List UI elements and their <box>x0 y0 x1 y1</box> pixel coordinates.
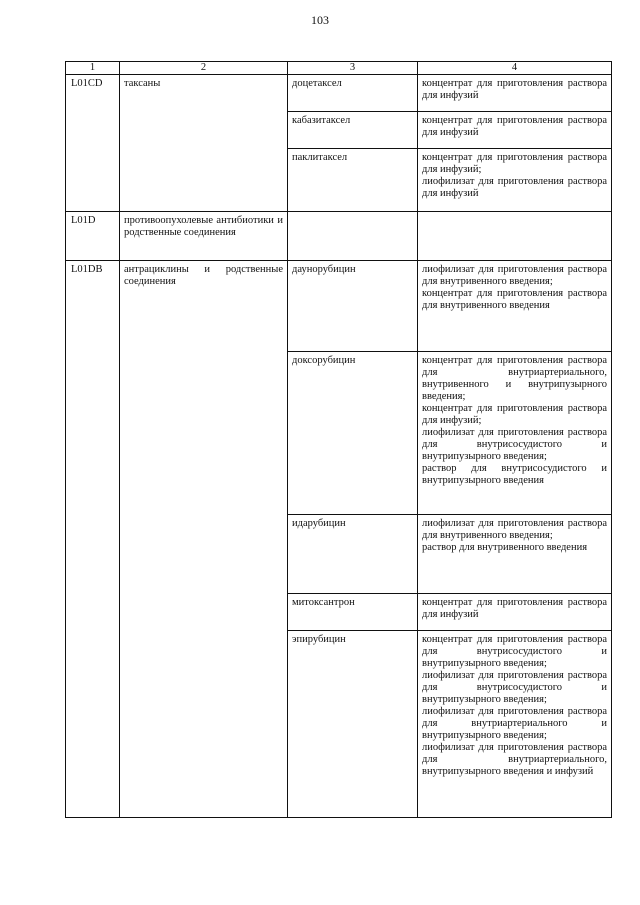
atc-group: антрациклины и родственные соединения <box>120 261 288 818</box>
dosage-form: лиофилизат для приготовления раствора для внутрисосудистого и внутрипузырного введения; <box>422 670 607 705</box>
column-header: 1 <box>66 62 120 75</box>
table-row <box>66 212 612 261</box>
atc-code: L01DB <box>66 261 120 818</box>
dosage-forms <box>418 75 612 112</box>
dosage-form: концентрат для приготовления раствора для инфузий <box>422 78 607 101</box>
dosage-forms <box>418 112 612 149</box>
drug-name: кабазитаксел <box>288 112 418 149</box>
column-header: 3 <box>288 62 418 75</box>
dosage-form: лиофилизат для приготовления раствора для внутривенного введения; <box>422 518 607 541</box>
table-row <box>66 261 612 352</box>
drug-name: паклитаксел <box>288 149 418 212</box>
dosage-form: лиофилизат для приготовления раствора для инфузий <box>422 176 607 199</box>
drug-table <box>65 61 612 818</box>
drug-name: доцетаксел <box>288 75 418 112</box>
column-header: 4 <box>418 62 612 75</box>
drug-name: идарубицин <box>288 515 418 594</box>
dosage-form: концентрат для приготовления раствора для внутрисосудистого и внутрипузырного введения; <box>422 634 607 669</box>
dosage-form: концентрат для приготовления раствора для инфузий <box>422 115 607 138</box>
dosage-form: лиофилизат для приготовления раствора для внутрисосудистого и внутрипузырного введения; <box>422 427 607 462</box>
dosage-forms <box>418 261 612 352</box>
drug-name: даунорубицин <box>288 261 418 352</box>
dosage-form: концентрат для приготовления раствора для инфузий; <box>422 152 607 175</box>
dosage-form: лиофилизат для приготовления раствора для внутривенного введения; <box>422 264 607 287</box>
atc-group: таксаны <box>120 75 288 212</box>
drug-name: доксорубицин <box>288 352 418 515</box>
dosage-form: раствор для внутривенного введения <box>422 542 588 553</box>
dosage-form: лиофилизат для приготовления раствора для внутриартериального, внутрипузырного введения и инфузий <box>422 742 607 777</box>
dosage-forms <box>418 352 612 515</box>
dosage-forms <box>418 149 612 212</box>
dosage-form: концентрат для приготовления раствора для инфузий; <box>422 403 607 426</box>
dosage-forms <box>418 594 612 631</box>
dosage-forms <box>418 515 612 594</box>
drug-name: митоксантрон <box>288 594 418 631</box>
atc-code: L01CD <box>66 75 120 212</box>
dosage-forms <box>418 212 612 261</box>
column-header: 2 <box>120 62 288 75</box>
table-row <box>66 75 612 112</box>
drug-name <box>288 212 418 261</box>
dosage-form: раствор для внутрисосудистого и внутрипузырного введения <box>422 463 607 486</box>
page-number: 103 <box>311 13 329 27</box>
dosage-form: концентрат для приготовления раствора для внутривенного введения <box>422 288 607 311</box>
drug-name: эпирубицин <box>288 631 418 818</box>
atc-code: L01D <box>66 212 120 261</box>
dosage-form: концентрат для приготовления раствора для внутриартериального, внутривенного и внутрипузырного введения; <box>422 355 607 402</box>
dosage-form: концентрат для приготовления раствора для инфузий <box>422 597 607 620</box>
atc-group: противоопухолевые антибиотики и родственные соединения <box>120 212 288 261</box>
table-header-row <box>66 62 612 75</box>
dosage-forms <box>418 631 612 818</box>
dosage-form: лиофилизат для приготовления раствора для внутриартериального и внутрипузырного введения; <box>422 706 607 741</box>
